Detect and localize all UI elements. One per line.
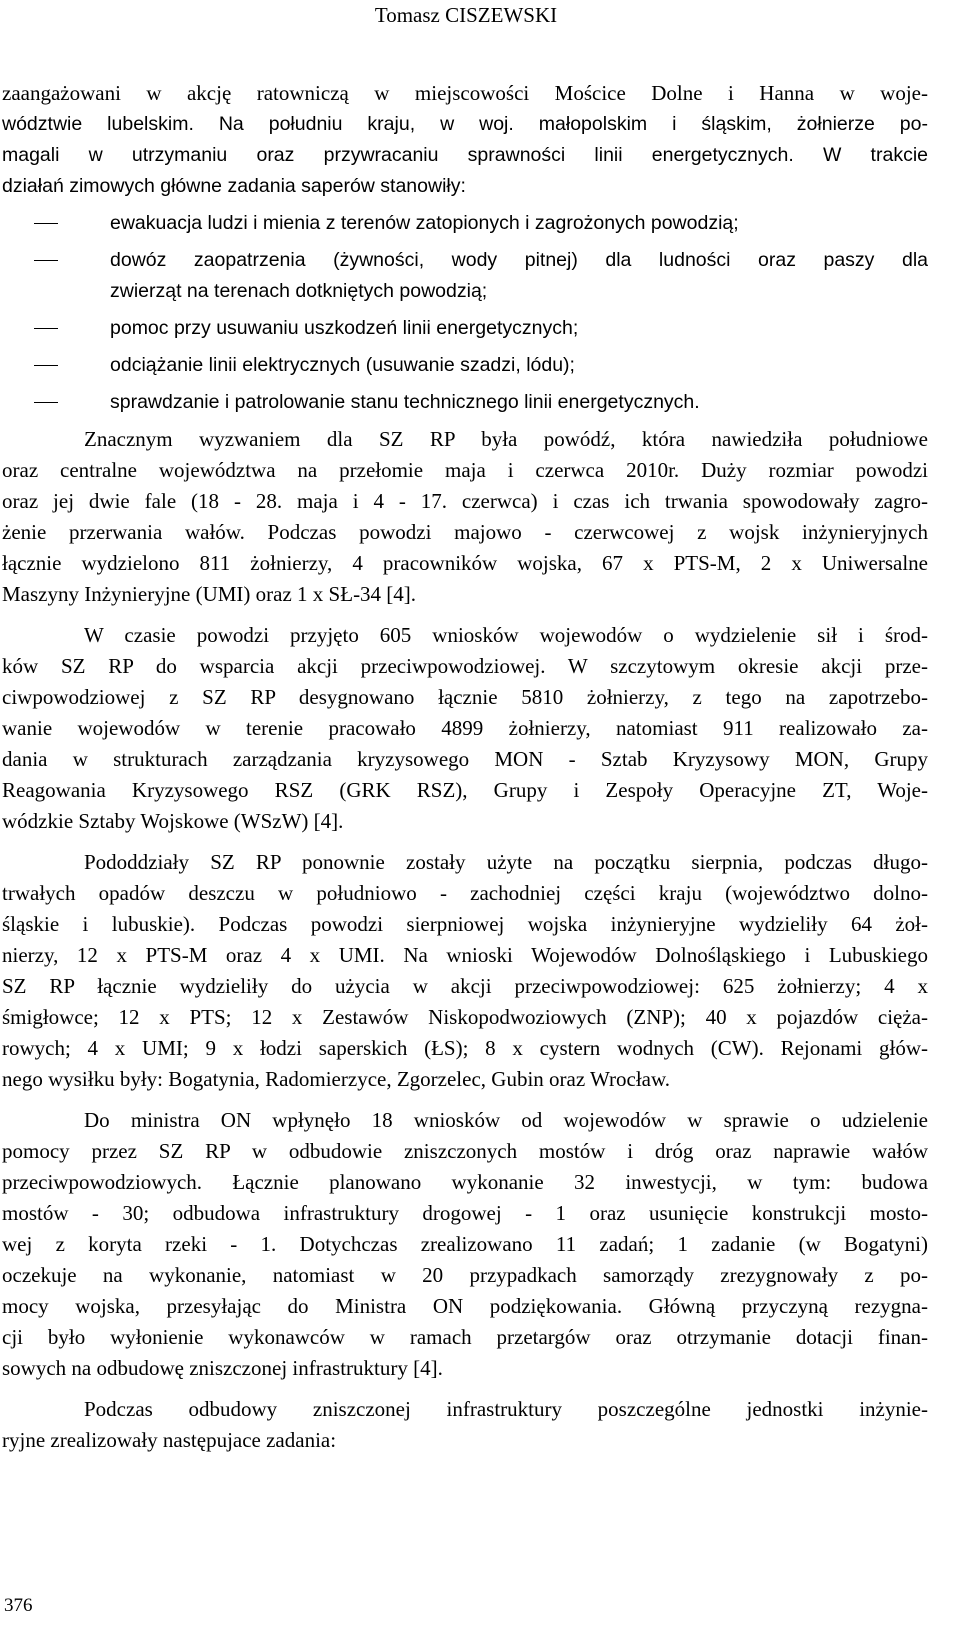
paragraph-flood-2010 (2, 424, 928, 610)
paragraph-tasks-intro (2, 1394, 928, 1456)
text-line: mostów - 30; odbudowa infrastruktury drogowej - 1 oraz usunięcie konstrukcji mosto- (2, 1201, 928, 1225)
dash-bullet-icon (34, 365, 58, 366)
text-line: mocy wojska, przesyłając do Ministra ON podziękowania. Główną przyczyną rezygna- (2, 1294, 928, 1318)
dash-bullet-icon (34, 260, 58, 261)
text-line: SZ RP łącznie wydzieliły do użycia w akcji przeciwpowodziowej: 625 żołnierzy; 4 x (2, 974, 928, 998)
text-line: magali w utrzymaniu oraz przywracaniu sprawności linii energetycznych. W trakcie (2, 144, 928, 166)
text-line: Do ministra ON wpłynęło 18 wniosków od wojewodów w sprawie o udzielenie (84, 1108, 928, 1132)
dash-bullet-icon (34, 402, 58, 403)
body-text (2, 78, 928, 1456)
text-line: zaangażowani w akcję ratowniczą w miejscowości Mościce Dolne i Hanna w woje- (2, 81, 928, 105)
text-line: żenie przerwania wałów. Podczas powodzi majowo - czerwcowej z wojsk inżynieryjnych (2, 520, 928, 544)
text-line: nierzy, 12 x PTS-M oraz 4 x UMI. Na wnioski Wojewodów Dolnośląskiego i Lubuskiego (2, 943, 928, 967)
text-line: rowych; 4 x UMI; 9 x łodzi saperskich (ŁS); 8 x cystern wodnych (CW). Rejonami głów- (2, 1036, 928, 1060)
text-line: ryjne zrealizowały następujace zadania: (2, 1428, 337, 1452)
text-line: ciwpowodziowej z SZ RP desygnowano łącznie 5810 żołnierzy, z tego na zapotrzebo- (2, 685, 928, 709)
text-line: sowych na odbudowę zniszczonej infrastruktury [4]. (2, 1356, 443, 1380)
text-line: oczekuje na wykonanie, natomiast w 20 przypadkach samorządy zrezygnowały z po- (2, 1263, 928, 1287)
text-line: cji było wyłonienie wykonawców w ramach przetargów oraz otrzymanie dotacji finan- (2, 1325, 928, 1349)
list-item: pomoc przy usuwaniu uszkodzeń linii energetycznych; (2, 313, 928, 344)
list-item: odciążanie linii elektrycznych (usuwanie szadzi, lódu); (2, 350, 928, 381)
text-line: oraz centralne województwa na przełomie maja i czerwca 2010r. Duży rozmiar powodzi (2, 458, 928, 482)
running-header: Tomasz CISZEWSKI (374, 3, 558, 27)
bullet-list (2, 208, 928, 418)
paragraph-reconstruction (2, 1105, 928, 1384)
text-line: Pododdziały SZ RP ponownie zostały użyte na początku sierpnia, podczas długo- (84, 850, 928, 874)
list-item: ewakuacja ludzi i mienia z terenów zatopionych i zagrożonych powodzią; (2, 208, 928, 239)
text-line: wódzkie Sztaby Wojskowe (WSzW) [4]. (2, 809, 344, 833)
list-item: dowóz zaopatrzenia (żywności, wody pitnej) dla ludności oraz paszy dla (2, 245, 928, 276)
text-line: Maszyny Inżynieryjne (UMI) oraz 1 x SŁ-34 [4]. (2, 582, 417, 606)
text-line: Podczas odbudowy zniszczonej infrastruktury poszczególne jednostki inżynie- (84, 1397, 928, 1421)
text-line: W czasie powodzi przyjęto 605 wniosków wojewodów o wydzielenie sił i środ- (84, 623, 928, 647)
text-line: śmigłowce; 12 x PTS; 12 x Zestawów Niskopodwoziowych (ZNP); 40 x pojazdów cięża- (2, 1005, 928, 1029)
list-item: sprawdzanie i patrolowanie stanu technicznego linii energetycznych. (2, 387, 928, 418)
text-line: oraz jej dwie fale (18 - 28. maja i 4 - 17. czerwca) i czas ich trwania spowodowały zagro- (2, 489, 928, 513)
text-line: Reagowania Kryzysowego RSZ (GRK RSZ), Grupy i Zespoły Operacyjne ZT, Woje- (2, 778, 928, 802)
paragraph-requests (2, 620, 928, 837)
text-line: ków SZ RP do wsparcia akcji przeciwpowodziowej. W szczytowym okresie akcji prze- (2, 654, 928, 678)
list-item-continuation: zwierząt na terenach dotkniętych powodzią; (110, 280, 488, 302)
text-line: nego wysiłku były: Bogatynia, Radomierzyce, Zgorzelec, Gubin oraz Wrocław. (2, 1067, 671, 1091)
paragraph-august-flood (2, 847, 928, 1095)
text-line: śląskie i lubuskie). Podczas powodzi sierpniowej wojska inżynieryjne wydzieliły 64 żoł- (2, 912, 928, 936)
dash-bullet-icon (34, 223, 58, 224)
dash-bullet-icon (34, 328, 58, 329)
page-number: 376 (4, 1595, 33, 1616)
text-line: wanie wojewodów w terenie pracowało 4899 żołnierzy, natomiast 911 realizowało za- (2, 716, 928, 740)
text-line: przeciwpowodziowych. Łącznie planowano wykonanie 32 inwestycji, w tym: budowa (2, 1170, 928, 1194)
text-line: Znacznym wyzwaniem dla SZ RP była powódź, która nawiedziła południowe (84, 427, 928, 451)
text-line: łącznie wydzielono 811 żołnierzy, 4 pracowników wojska, 67 x PTS-M, 2 x Uniwersalne (2, 551, 928, 575)
text-line: wództwie lubelskim. Na południu kraju, w woj. małopolskim i śląskim, żołnierze po- (2, 113, 928, 135)
text-line: wej z koryta rzeki - 1. Dotychczas zrealizowano 11 zadań; 1 zadanie (w Bogatyni) (2, 1232, 928, 1256)
text-line: trwałych opadów deszczu w południowo - zachodniej części kraju (województwo dolno- (2, 881, 928, 905)
intro-paragraph (2, 78, 928, 202)
text-line: pomocy przez SZ RP w odbudowie zniszczonych mostów i dróg oraz naprawie wałów (2, 1139, 928, 1163)
text-line: działań zimowych główne zadania saperów stanowiły: (2, 175, 466, 197)
text-line: dania w strukturach zarządzania kryzysowego MON - Sztab Kryzysowy MON, Grupy (2, 747, 928, 771)
